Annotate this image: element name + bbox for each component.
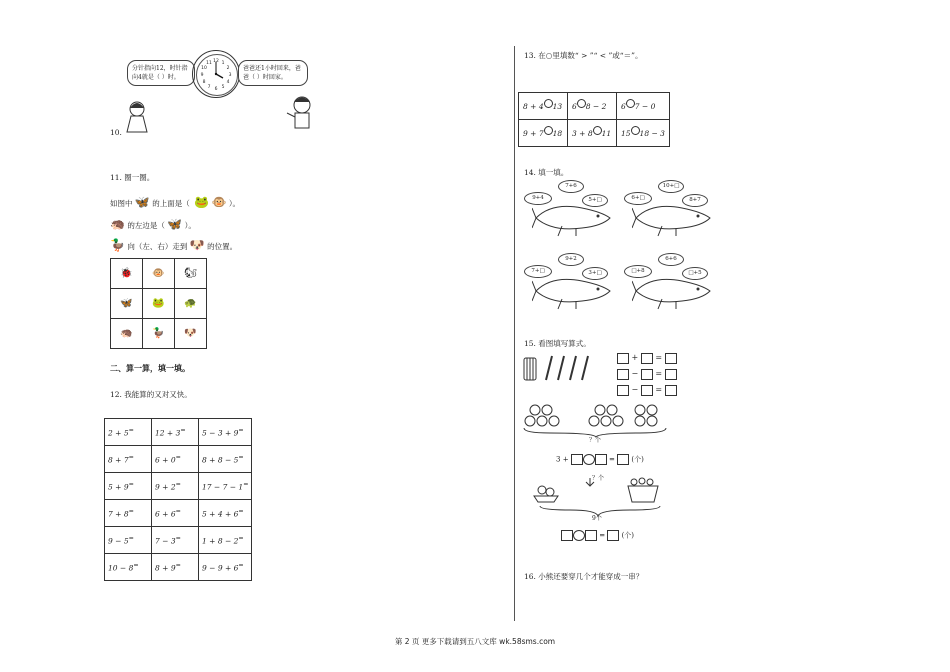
sticks-icon (520, 350, 600, 386)
svg-text:1: 1 (221, 61, 225, 66)
basket-scene-icon (530, 472, 670, 518)
calc-cell[interactable]: 5 + 4 + 6= (199, 500, 252, 527)
svg-text:9: 9 (200, 73, 204, 78)
question-15-title: 15. 看图填写算式。 (524, 339, 591, 348)
bubble-left: □+8 (624, 265, 652, 278)
answer-box[interactable] (641, 369, 653, 380)
calc-cell[interactable]: 9 − 9 + 6= (199, 554, 252, 581)
bottom-label: 9个 (592, 515, 602, 522)
dog-icon: 🐶 (189, 238, 205, 252)
compare-row (519, 120, 670, 147)
question-11-title: 11. 圈一圈。 (110, 173, 155, 182)
grid-cell[interactable]: 🦔 (111, 319, 143, 349)
equation-line-2: 3 + = (个) (556, 455, 644, 464)
question-13-title: 13. 在○里填数“ > ”“ < ”或“＝”。 (524, 51, 643, 60)
calc-cell[interactable]: 17 − 7 − 1= (199, 473, 252, 500)
butterfly-icon: 🦋 (134, 195, 150, 209)
answer-circle[interactable] (544, 126, 553, 135)
answer-circle[interactable] (573, 530, 585, 541)
equation-boxes-1: + = − = − = (617, 350, 677, 398)
calc-cell[interactable]: 8 + 9= (152, 554, 199, 581)
compare-cell[interactable]: 9 + 7 18 (519, 120, 568, 147)
answer-circle[interactable] (544, 99, 553, 108)
answer-box[interactable] (595, 454, 607, 465)
compare-cell[interactable]: 3 + 8 11 (568, 120, 617, 147)
line3-text: 向（左、右）走到 (127, 242, 188, 251)
grid-cell[interactable]: 🐢 (175, 289, 207, 319)
calc-row (105, 527, 252, 554)
page-footer: 第 2 页 更多下载请到五八文库 wk.58sms.com (394, 637, 556, 646)
line1-end: ）。 (228, 199, 241, 208)
apples-icon (520, 400, 670, 438)
bubble-right: □+5 (682, 267, 708, 280)
calc-cell[interactable]: 5 − 3 + 9= (199, 419, 252, 446)
svg-text:5: 5 (221, 85, 225, 90)
compare-cell[interactable]: 6 7 − 0 (617, 93, 670, 120)
grid-cell[interactable]: 🦋 (111, 289, 143, 319)
clock-face (193, 51, 239, 97)
calc-cell[interactable]: 5 + 9= (105, 473, 152, 500)
svg-text:12: 12 (213, 59, 219, 64)
svg-text:4: 4 (226, 80, 230, 85)
svg-text:6: 6 (214, 87, 218, 92)
bubble-top: 6+6 (658, 253, 684, 266)
answer-box[interactable] (561, 530, 573, 541)
calc-cell[interactable]: 7 + 8= (105, 500, 152, 527)
answer-box[interactable] (665, 353, 677, 364)
monkey-icon: 🐵 (211, 195, 227, 209)
compare-row (519, 93, 670, 120)
answer-circle[interactable] (631, 126, 640, 135)
frog-icon: 🐸 (194, 195, 210, 209)
answer-box[interactable] (665, 385, 677, 396)
calc-cell[interactable]: 8 + 7= (105, 446, 152, 473)
calc-row (105, 419, 252, 446)
answer-box[interactable] (665, 369, 677, 380)
calc-cell[interactable]: 9 − 5= (105, 527, 152, 554)
speech-bubble-right: 爸爸还1小时回来，爸爸（ ）时回家。 (238, 60, 308, 86)
svg-text:10: 10 (201, 66, 207, 71)
grid-cell[interactable]: 🐿 (175, 259, 207, 289)
grid-cell[interactable]: 🐶 (175, 319, 207, 349)
calc-cell[interactable]: 12 + 3= (152, 419, 199, 446)
bubble-right: 8+7 (682, 194, 708, 207)
line2-end: ）。 (184, 221, 196, 230)
grid-cell[interactable]: 🦆 (143, 319, 175, 349)
question-11-line2 (110, 219, 196, 231)
answer-box[interactable] (571, 454, 583, 465)
calc-row (105, 446, 252, 473)
calc-cell[interactable]: 1 + 8 − 2= (199, 527, 252, 554)
svg-text:8: 8 (202, 80, 206, 85)
bubble-top: 10+□ (658, 180, 684, 193)
svg-text:7: 7 (207, 85, 211, 90)
butterfly-icon-2: 🦋 (167, 217, 183, 231)
grid-cell[interactable]: 🐞 (111, 259, 143, 289)
bubble-top: 7+6 (558, 180, 584, 193)
grid-cell[interactable]: 🐵 (143, 259, 175, 289)
answer-box[interactable] (617, 454, 629, 465)
calc-cell[interactable]: 6 + 0= (152, 446, 199, 473)
calc-cell[interactable]: 7 − 3= (152, 527, 199, 554)
calc-cell[interactable]: 6 + 6= (152, 500, 199, 527)
girl-icon (122, 100, 152, 136)
question-14-title: 14. 填一填。 (524, 168, 569, 177)
bubble-right: 5+□ (582, 194, 608, 207)
answer-box[interactable] (607, 530, 619, 541)
duck-icon: 🦆 (110, 238, 125, 252)
svg-text:3: 3 (228, 73, 232, 78)
line2-text: 的左边是（ (127, 221, 165, 230)
answer-box[interactable] (641, 353, 653, 364)
answer-circle[interactable] (577, 99, 586, 108)
calc-row (105, 500, 252, 527)
question-11-line1 (110, 197, 240, 209)
compare-cell[interactable]: 6 8 − 2 (568, 93, 617, 120)
compare-table (518, 92, 670, 147)
bubble-left: 7+□ (524, 265, 552, 278)
answer-circle[interactable] (593, 126, 602, 135)
question-10-number: 10. (110, 128, 122, 137)
clock-icon (192, 50, 240, 98)
question-12-title: 12. 我能算的又对又快。 (110, 390, 192, 399)
answer-box[interactable] (617, 385, 629, 396)
animal-grid (110, 258, 207, 349)
line1-text: 的上面是（ (152, 199, 190, 208)
bubble-left: 9+4 (524, 192, 552, 205)
answer-box[interactable] (617, 353, 629, 364)
answer-circle[interactable] (583, 454, 595, 465)
calc-table (104, 418, 252, 581)
bubble-left: 6+□ (624, 192, 652, 205)
answer-box[interactable] (641, 385, 653, 396)
equation-line-3: = (个) (561, 530, 634, 541)
calc-row (105, 473, 252, 500)
calc-cell[interactable]: 8 + 8 − 5= (199, 446, 252, 473)
bubble-right: 3+□ (582, 267, 608, 280)
calc-cell[interactable]: 9 + 2= (152, 473, 199, 500)
calc-cell[interactable]: 10 − 8= (105, 554, 152, 581)
calc-cell[interactable]: 2 + 5= (105, 419, 152, 446)
grid-cell[interactable]: 🐸 (143, 289, 175, 319)
section-2-title: 二、算一算，填一填。 (110, 364, 190, 373)
line3-end: 的位置。 (207, 242, 238, 251)
answer-circle[interactable] (626, 99, 635, 108)
bubble-top: 9+2 (558, 253, 584, 266)
column-divider (514, 46, 515, 621)
answer-box[interactable] (617, 369, 629, 380)
answer-box[interactable] (585, 530, 597, 541)
question-16-title: 16. 小熊还要穿几个才能穿成一串？ (524, 572, 644, 581)
line1-prefix: 如图中 (110, 199, 133, 208)
top-label: ？个 (592, 475, 605, 482)
compare-cell[interactable]: 8 + 4 13 (519, 93, 568, 120)
svg-text:11: 11 (206, 61, 212, 66)
boy-icon (285, 95, 319, 135)
brace-label-1: ？个 (589, 437, 602, 444)
speech-bubble-left: 分针指向12，时针指向4就是（ ）时。 (127, 60, 195, 86)
hedgehog-icon: 🦔 (110, 217, 125, 231)
svg-text:2: 2 (226, 66, 230, 71)
question-11-line3 (110, 240, 237, 252)
compare-cell[interactable]: 15 18 − 3 (617, 120, 670, 147)
calc-row (105, 554, 252, 581)
